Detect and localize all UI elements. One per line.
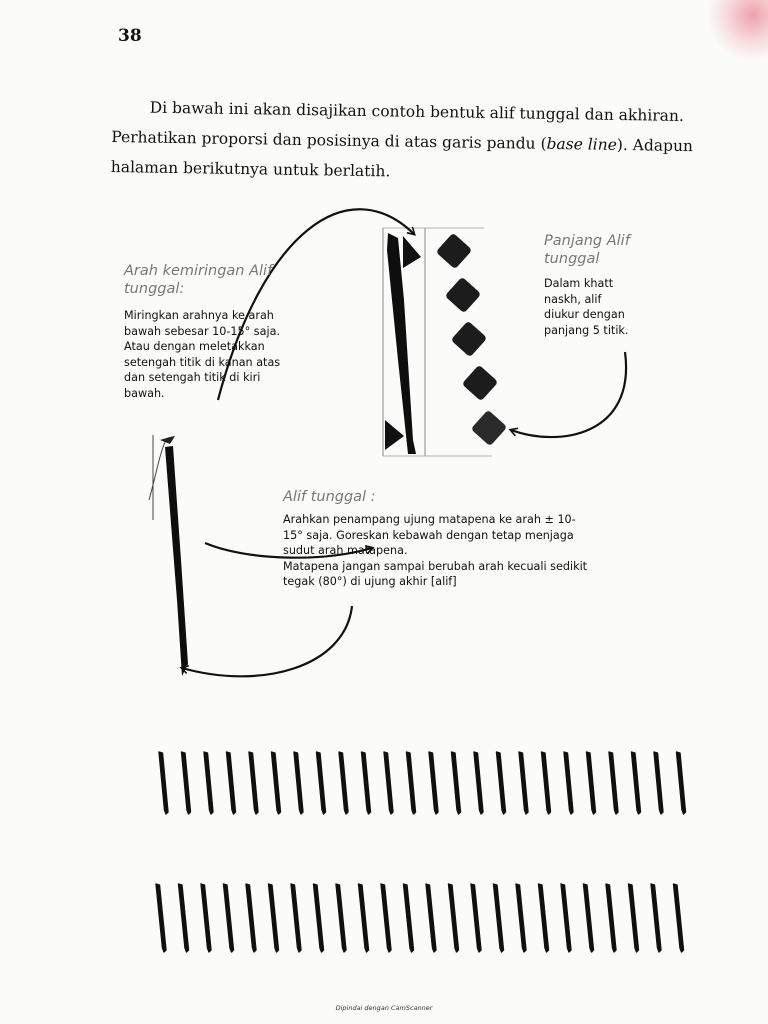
practice-stroke-row2-24 [674,884,684,952]
intro-line-2-italic: base line [546,134,617,154]
small-alif-example [149,435,188,676]
practice-stroke-row2-2 [179,884,189,952]
practice-stroke-row1-5 [249,752,258,814]
practice-stroke-row2-7 [291,884,301,952]
practice-stroke-row2-22 [629,884,639,952]
measure-dot-1 [436,233,473,270]
practice-stroke-row1-14 [452,752,461,814]
practice-stroke-row2-5 [246,884,256,952]
practice-stroke-row2-20 [584,884,594,952]
intro-line-3: halaman berikutnya untuk berlatih. [110,157,391,181]
practice-stroke-row1-16 [497,752,506,814]
practice-stroke-row1-3 [204,752,213,814]
arrow-to-fifth-dot [511,352,626,437]
intro-line-2-start: Perhatikan proporsi dan posisinya di atas garis pandu ( [111,127,547,153]
practice-row-1 [159,752,686,814]
practice-stroke-row1-1 [159,752,168,814]
half-dot-bottom-left [385,420,404,450]
arrow-to-alif-tail [182,606,352,676]
alif-stroke-main [387,233,416,454]
practice-stroke-row2-21 [606,884,616,952]
practice-stroke-row2-9 [336,884,346,952]
practice-stroke-row1-17 [519,752,528,814]
alif-note-body: Arahkan penampang ujung matapena ke arah ± 10- 15° saja. Goreskan kebawah dengan tetap menjaga sudut arah matapena. Matapena jangan sampai berubah arah kecuali sedikit tegak (80°) di ujung akhir [alif] [283,513,588,588]
practice-stroke-row2-10 [359,884,369,952]
practice-stroke-row1-4 [227,752,236,814]
measure-dot-4 [462,365,499,402]
panjang-note-title: Panjang Alif tunggal [544,233,630,267]
practice-row-2 [156,884,684,952]
scanner-footer: Dipindai dengan CamScanner [335,1004,433,1012]
practice-stroke-row2-16 [494,884,504,952]
intro-line-2-end: ). Adapun [616,135,694,156]
practice-stroke-row2-15 [471,884,481,952]
small-alif-stroke [165,446,188,676]
practice-stroke-row1-11 [384,752,393,814]
practice-stroke-row2-18 [539,884,549,952]
measure-dot-2 [445,277,482,314]
practice-stroke-row2-14 [449,884,459,952]
practice-stroke-row1-6 [272,752,281,814]
page-number: 38 [118,26,142,46]
arah-note-title: Arah kemiringan Alif tunggal: [124,263,273,297]
practice-stroke-row2-12 [404,884,414,952]
practice-stroke-row1-12 [407,752,416,814]
measure-dot-3 [451,321,488,358]
arah-note-body: Miringkan arahnya ke arah bawah sebesar 10-15° saja. Atau dengan meletakkan setengah titik di kanan atas dan setengah titik di kiri bawah. [124,309,281,400]
practice-stroke-row2-17 [516,884,526,952]
practice-stroke-row1-18 [542,752,551,814]
practice-stroke-row1-10 [362,752,371,814]
small-alif-slant-guide [149,440,166,500]
measure-dot-5 [471,410,508,447]
practice-stroke-row2-6 [269,884,279,952]
panjang-note-body: Dalam khatt naskh, alif diukur dengan panjang 5 titik. [544,277,629,337]
practice-stroke-row2-8 [314,884,324,952]
practice-stroke-row1-21 [609,752,618,814]
practice-stroke-row1-8 [317,752,326,814]
practice-stroke-row1-24 [677,752,686,814]
alif-note-title: Alif tunggal : [283,489,376,505]
small-alif-tip [160,436,175,444]
practice-stroke-row2-19 [561,884,571,952]
practice-stroke-row1-23 [654,752,663,814]
practice-stroke-row1-13 [429,752,438,814]
intro-line-1: Di bawah ini akan disajikan contoh bentuk alif tunggal dan akhiran. [149,98,684,125]
practice-stroke-row2-13 [426,884,436,952]
practice-stroke-row1-9 [339,752,348,814]
practice-stroke-row2-3 [201,884,211,952]
practice-stroke-row2-4 [224,884,234,952]
practice-stroke-row1-7 [294,752,303,814]
practice-stroke-row2-23 [651,884,661,952]
practice-stroke-row1-19 [564,752,573,814]
practice-stroke-row1-22 [632,752,641,814]
practice-stroke-row1-2 [182,752,191,814]
measurement-dots [436,233,508,447]
practice-stroke-row2-1 [156,884,166,952]
half-dot-top-right [403,236,421,268]
practice-stroke-row1-20 [587,752,596,814]
practice-stroke-row1-15 [474,752,483,814]
practice-stroke-row2-11 [381,884,391,952]
